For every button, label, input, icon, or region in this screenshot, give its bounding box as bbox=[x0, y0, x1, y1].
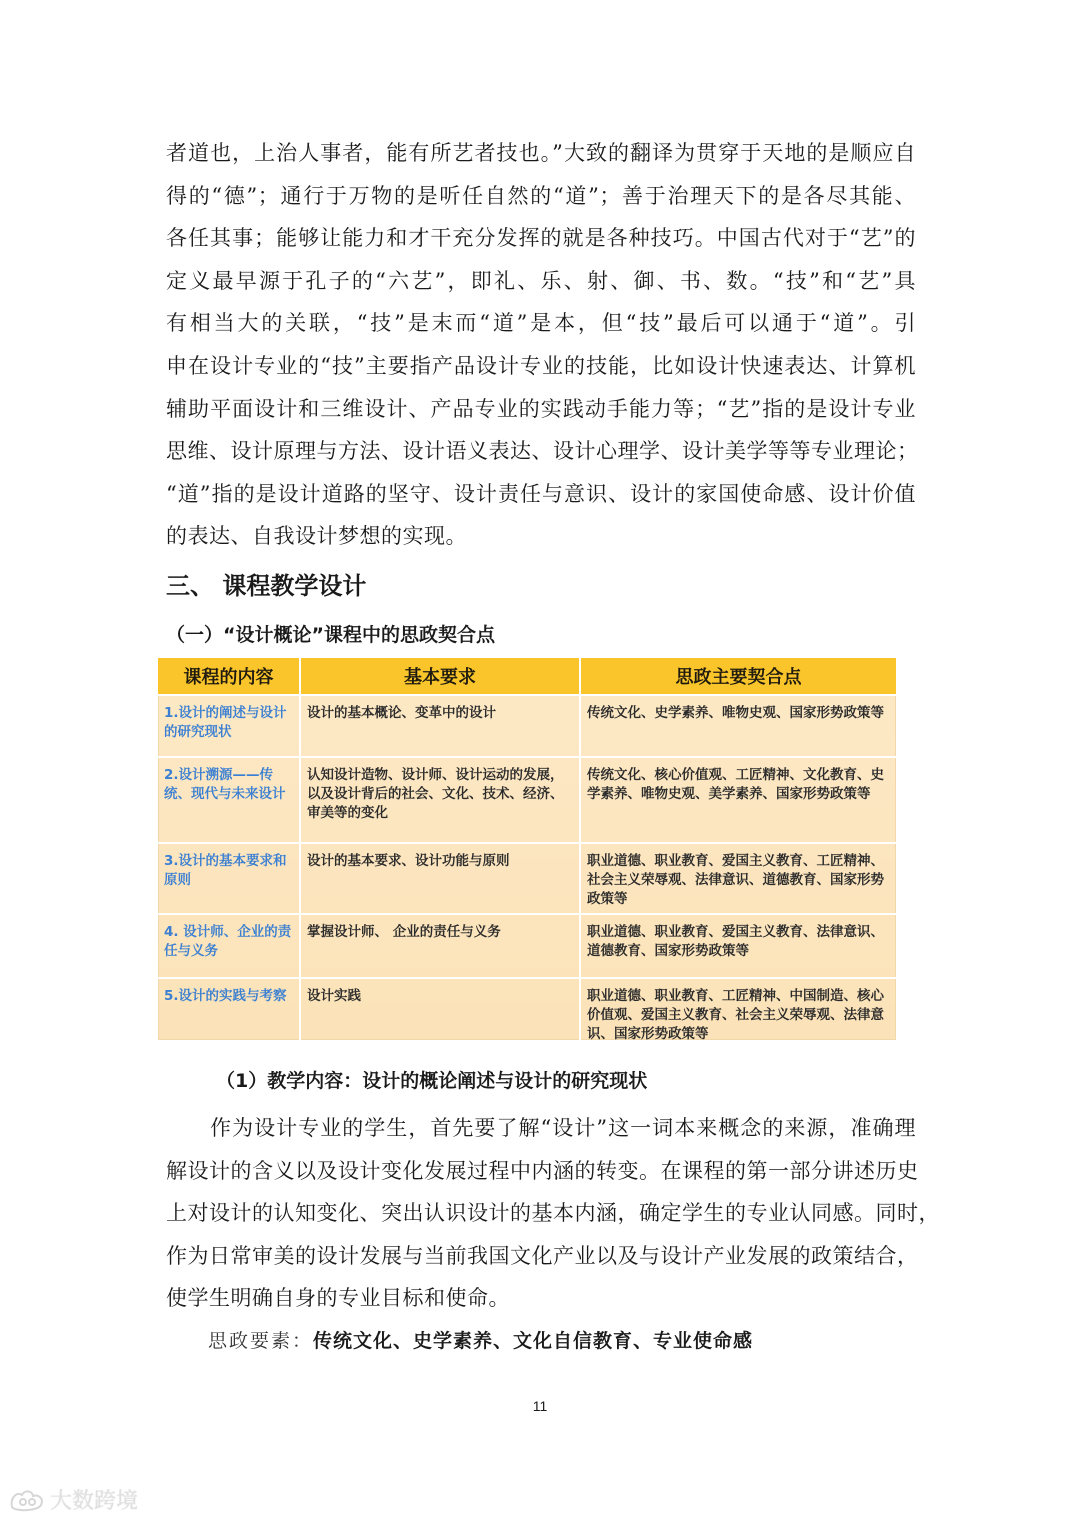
text-line: 的表达、自我设计梦想的实现。 bbox=[166, 524, 467, 549]
course-table bbox=[158, 658, 896, 1040]
table-cell: 4. 设计师、企业的责任与义务 bbox=[158, 914, 300, 978]
table-cell: 职业道德、职业教育、工匠精神、中国制造、核心价值观、爱国主义教育、社会主义荣辱观、法律意识、国家形势政策等 bbox=[580, 978, 896, 1048]
intro-paragraph bbox=[166, 132, 919, 558]
table-cell: 传统文化、史学素养、唯物史观、国家形势政策等 bbox=[580, 695, 896, 757]
table-row bbox=[158, 978, 896, 1048]
sizheng-elements bbox=[208, 1326, 753, 1353]
table-header-row bbox=[158, 658, 896, 695]
text-line: 有相当大的关联，“技”是末而“道”是本，但“技”最后可以通于“道”。引 bbox=[166, 311, 916, 336]
table-cell: 职业道德、职业教育、爱国主义教育、工匠精神、社会主义荣辱观、法律意识、道德教育、国家形势政策等 bbox=[580, 843, 896, 914]
text-line: 得的“德”；通行于万物的是听任自然的“道”；善于治理天下的是各尽其能、 bbox=[166, 183, 916, 208]
table-cell: 认知设计造物、设计师、设计运动的发展，以及设计背后的社会、文化、技术、经济、审美等的变化 bbox=[300, 757, 580, 843]
section-heading: 三、 课程教学设计 bbox=[166, 572, 367, 600]
text-line: 使学生明确自身的专业目标和使命。 bbox=[166, 1286, 510, 1311]
table-cell: 1.设计的阐述与设计的研究现状 bbox=[158, 695, 300, 757]
text-line: 解设计的含义以及设计变化发展过程中内涵的转变。在课程的第一部分讲述历史 bbox=[166, 1158, 919, 1183]
watermark-text: 大数跨境 bbox=[50, 1489, 139, 1514]
text-line: 者道也，上治人事者，能有所艺者技也。”大致的翻译为贯穿于天地的是顺应自 bbox=[166, 141, 916, 165]
text-line: 定义最早源于孔子的“六艺”，即礼、乐、射、御、书、数。“技”和“艺”具 bbox=[166, 268, 916, 293]
table-cell: 设计的基本要求、设计功能与原则 bbox=[300, 843, 580, 914]
table-row bbox=[158, 757, 896, 843]
teaching-paragraph bbox=[166, 1107, 940, 1320]
table-cell: 传统文化、核心价值观、工匠精神、文化教育、史学素养、唯物史观、美学素养、国家形势政策等 bbox=[580, 757, 896, 843]
table-cell: 设计的基本概论、变革中的设计 bbox=[300, 695, 580, 757]
text-line: 申在设计专业的“技”主要指产品设计专业的技能，比如设计快速表达、计算机 bbox=[166, 353, 916, 378]
text-line: 作为日常审美的设计发展与当前我国文化产业以及与设计产业发展的政策结合， bbox=[166, 1243, 919, 1268]
text-line: “道”指的是设计道路的坚守、设计责任与意识、设计的家国使命感、设计价值 bbox=[166, 481, 916, 506]
sizheng-value: 传统文化、史学素养、文化自信教育、专业使命感 bbox=[313, 1330, 754, 1352]
text-line: 上对设计的认知变化、突出认识设计的基本内涵，确定学生的专业认同感。同时， bbox=[166, 1201, 940, 1226]
table-cell: 5.设计的实践与考察 bbox=[158, 978, 300, 1048]
table-cell: 职业道德、职业教育、爱国主义教育、法律意识、道德教育、国家形势政策等 bbox=[580, 914, 896, 978]
watermark-logo-icon bbox=[8, 1487, 46, 1513]
table-header-cell: 思政主要契合点 bbox=[580, 658, 896, 695]
text-line: 辅助平面设计和三维设计、产品专业的实践动手能力等；“艺”指的是设计专业 bbox=[166, 396, 916, 421]
table-cell: 设计实践 bbox=[300, 978, 580, 1048]
watermark bbox=[8, 1484, 138, 1515]
text-line: 思维、设计原理与方法、设计语义表达、设计心理学、设计美学等等专业理论； bbox=[166, 439, 919, 464]
table-header-cell: 课程的内容 bbox=[158, 658, 300, 695]
table-header-cell: 基本要求 bbox=[300, 658, 580, 695]
table-cell: 2.设计溯源——传统、现代与未来设计 bbox=[158, 757, 300, 843]
text-line: 各任其事；能够让能力和才干充分发挥的就是各种技巧。中国古代对于“艺”的 bbox=[166, 226, 916, 251]
text-line: 作为设计专业的学生，首先要了解“设计”这一词本来概念的来源，准确理 bbox=[166, 1116, 916, 1140]
subsection-heading: （一）“设计概论”课程中的思政契合点 bbox=[166, 624, 495, 646]
teaching-content-heading: （1）教学内容：设计的概论阐述与设计的研究现状 bbox=[216, 1070, 648, 1092]
table-cell: 3.设计的基本要求和原则 bbox=[158, 843, 300, 914]
page-number: 11 bbox=[532, 1398, 548, 1414]
table-cell: 掌握设计师、 企业的责任与义务 bbox=[300, 914, 580, 978]
table-row bbox=[158, 914, 896, 978]
table-row bbox=[158, 695, 896, 757]
table-row bbox=[158, 843, 896, 914]
sizheng-label: 思政要素： bbox=[208, 1330, 314, 1352]
